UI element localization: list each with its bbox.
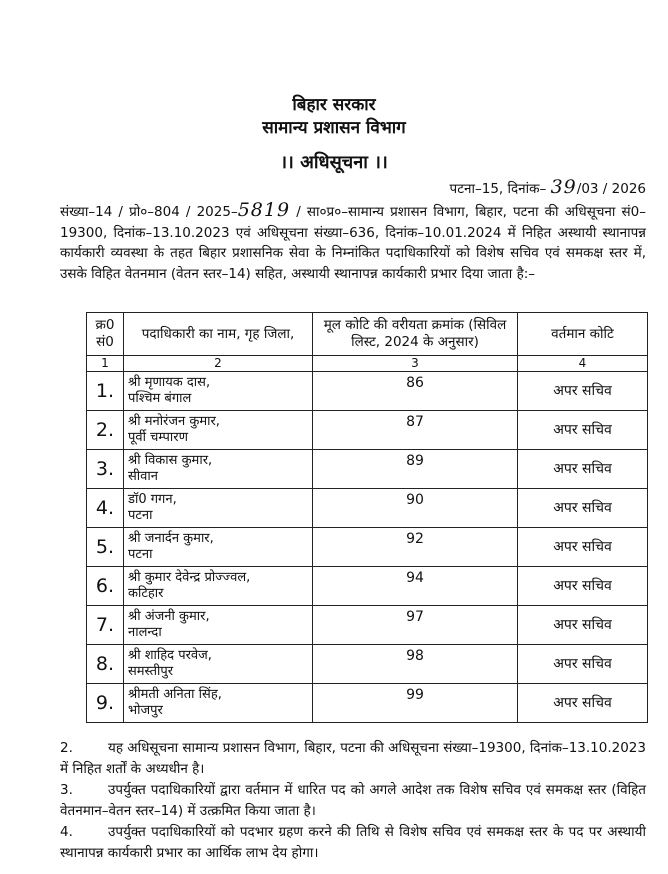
- table-row: [87, 645, 648, 684]
- seniority-number: 89: [313, 450, 518, 489]
- seniority-number: 86: [313, 372, 518, 411]
- home-district: समस्तीपुर: [128, 664, 174, 679]
- current-grade: अपर सचिव: [518, 450, 648, 489]
- table-header-row: [87, 313, 648, 356]
- seniority-number: 90: [313, 489, 518, 528]
- officer-cell: [124, 606, 313, 645]
- header-serial: क्र0 सं0: [87, 313, 124, 356]
- officer-name: श्रीमती अनिता सिंह,: [128, 687, 222, 702]
- column-number: 4: [518, 356, 648, 372]
- officer-cell: [124, 489, 313, 528]
- date-rest: 03 / 2026: [581, 181, 646, 197]
- officer-name: श्री अंजनी कुमार,: [128, 609, 210, 624]
- serial-number: 2.: [87, 411, 124, 450]
- officer-cell: [124, 372, 313, 411]
- handwritten-day: 39: [550, 176, 577, 198]
- home-district: पटना: [128, 508, 153, 523]
- current-grade: अपर सचिव: [518, 684, 648, 723]
- table-row: [87, 567, 648, 606]
- officer-cell: [124, 567, 313, 606]
- header-name: पदाधिकारी का नाम, गृह जिला,: [124, 313, 313, 356]
- table-row: [87, 411, 648, 450]
- column-number: 2: [124, 356, 313, 372]
- numbered-paragraph: [60, 822, 646, 864]
- seniority-number: 94: [313, 567, 518, 606]
- officer-cell: [124, 645, 313, 684]
- paragraph-number: 4.: [60, 824, 73, 840]
- current-grade: अपर सचिव: [518, 567, 648, 606]
- officer-name: श्री मृणायक दास,: [128, 375, 211, 390]
- reference-prefix: संख्या–14 / प्रो०–804 / 2025–: [60, 204, 238, 220]
- officer-cell: [124, 450, 313, 489]
- date-place: पटना–15, दिनांक–: [449, 181, 547, 197]
- serial-number: 5.: [87, 528, 124, 567]
- paragraph-number: 2.: [60, 740, 73, 756]
- serial-number: 9.: [87, 684, 124, 723]
- department-name: सामान्य प्रशासन विभाग: [262, 118, 406, 138]
- officer-name: श्री कुमार देवेन्द्र प्रोज्ज्वल,: [128, 570, 251, 585]
- home-district: सीवान: [128, 469, 158, 484]
- current-grade: अपर सचिव: [518, 489, 648, 528]
- officer-name: डॉ0 गगन,: [128, 492, 177, 507]
- paragraph-text: उपर्युक्त पदाधिकारियों को पदभार ग्रहण करने की तिथि से विशेष सचिव एवं समकक्ष स्तर के पद पर अस्थायी स्थानापन्न कार्यकारी प्रभार का आर्थिक लाभ देय होगा।: [60, 824, 646, 861]
- home-district: पश्चिम बंगाल: [128, 391, 192, 406]
- serial-number: 1.: [87, 372, 124, 411]
- officer-name: श्री शाहिद परवेज,: [128, 648, 212, 663]
- home-district: नालन्दा: [128, 625, 162, 640]
- table-row: [87, 489, 648, 528]
- seniority-number: 98: [313, 645, 518, 684]
- numbered-paragraph: [60, 780, 646, 822]
- officer-name: श्री जनार्दन कुमार,: [128, 531, 214, 546]
- header-grade: वर्तमान कोटि: [518, 313, 648, 356]
- table-row: [87, 450, 648, 489]
- officer-cell: [124, 411, 313, 450]
- home-district: भोजपुर: [128, 703, 163, 718]
- column-number: 1: [87, 356, 124, 372]
- reference-paragraph: [60, 200, 646, 284]
- table-row: [87, 684, 648, 723]
- serial-number: 7.: [87, 606, 124, 645]
- serial-number: 6.: [87, 567, 124, 606]
- officer-cell: [124, 684, 313, 723]
- seniority-number: 92: [313, 528, 518, 567]
- officer-name: श्री विकास कुमार,: [128, 453, 213, 468]
- current-grade: अपर सचिव: [518, 528, 648, 567]
- serial-number: 3.: [87, 450, 124, 489]
- paragraph-text: यह अधिसूचना सामान्य प्रशासन विभाग, बिहार, पटना की अधिसूचना संख्या–19300, दिनांक–13.10.2023 में निहित शर्तों के अध्यधीन है।: [60, 740, 646, 777]
- column-number-row: [87, 356, 648, 372]
- current-grade: अपर सचिव: [518, 606, 648, 645]
- serial-number: 4.: [87, 489, 124, 528]
- date-line: पटना–15, दिनांक– 39/03 / 2026: [449, 176, 646, 198]
- seniority-number: 87: [313, 411, 518, 450]
- current-grade: अपर सचिव: [518, 411, 648, 450]
- current-grade: अपर सचिव: [518, 372, 648, 411]
- header-seniority: मूल कोटि की वरीयता क्रमांक (सिविल लिस्ट, 2024 के अनुसार): [313, 313, 518, 356]
- officers-table: [86, 312, 648, 723]
- reference-text: / सा०प्र०–सामान्य प्रशासन विभाग, बिहार, पटना की अधिसूचना सं0–19300, दिनांक–13.10.2023 एवं अधिसूचना संख्या–636, दिनांक–10.01.2024 में निहित अस्थायी स्थानापन्न कार्यकारी व्यवस्था के तहत बिहार प्रशासनिक सेवा के निम्नांकित पदाधिकारियों को विशेष सचिव एवं समकक्ष स्तर में, उसके विहित वेतनमान (वेतन स्तर–14) सहित, अस्थायी स्थानापन्न कार्यकारी प्रभार दिया जाता है:–: [60, 204, 646, 282]
- home-district: पूर्वी चम्पारण: [128, 430, 188, 445]
- officer-cell: [124, 528, 313, 567]
- current-grade: अपर सचिव: [518, 645, 648, 684]
- table-row: [87, 528, 648, 567]
- paragraph-number: 3.: [60, 782, 73, 798]
- officer-name: श्री मनोरंजन कुमार,: [128, 414, 220, 429]
- paragraph-text: उपर्युक्त पदाधिकारियों द्वारा वर्तमान में धारित पद को अगले आदेश तक विशेष सचिव एवं समकक्ष स्तर (विहित वेतनमान–वेतन स्तर–14) में उत्क्रमित किया जाता है।: [60, 782, 646, 819]
- home-district: पटना: [128, 547, 153, 562]
- column-number: 3: [313, 356, 518, 372]
- serial-number: 8.: [87, 645, 124, 684]
- government-name: बिहार सरकार: [292, 95, 376, 115]
- handwritten-number: 5819: [237, 199, 291, 221]
- home-district: कटिहार: [128, 586, 164, 601]
- table-row: [87, 606, 648, 645]
- seniority-number: 99: [313, 684, 518, 723]
- table-row: [87, 372, 648, 411]
- numbered-paragraph: [60, 738, 646, 780]
- notice-title: ।। अधिसूचना ।।: [280, 152, 388, 173]
- seniority-number: 97: [313, 606, 518, 645]
